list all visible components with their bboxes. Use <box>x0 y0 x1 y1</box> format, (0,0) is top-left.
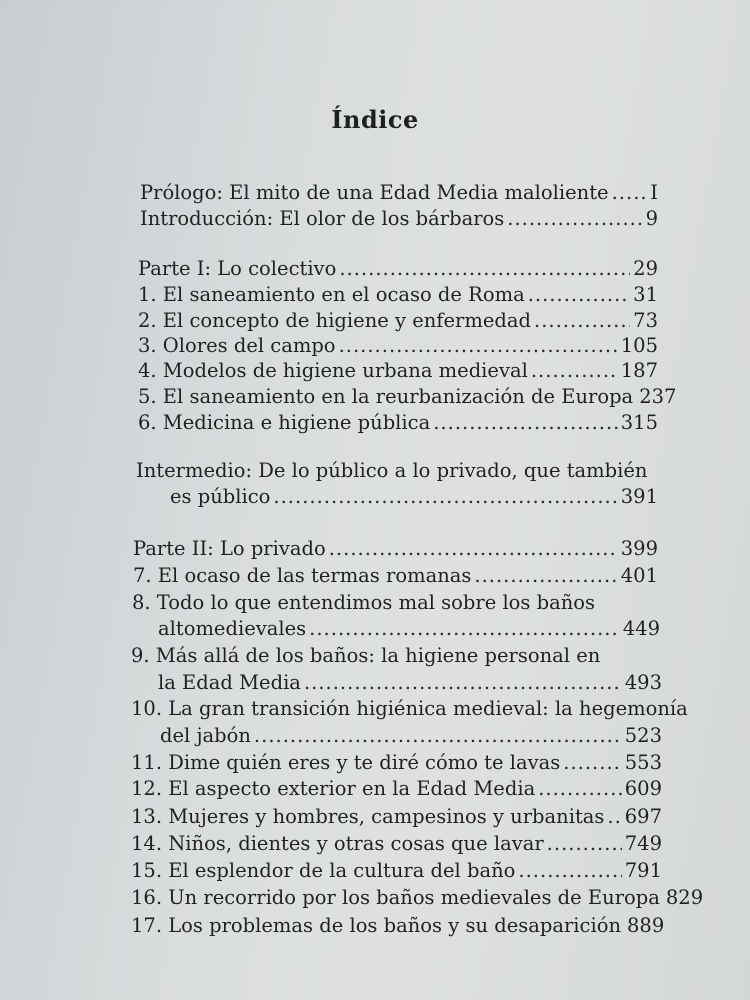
toc-entry-title: Introducción: El olor de los bárbaros <box>140 207 505 230</box>
toc-entry-page: 391 <box>620 485 658 508</box>
toc-entry-page: 31 <box>633 283 658 306</box>
leader-dots <box>304 670 622 696</box>
toc-entry-first-line: 8. Todo lo que entendimos mal sobre los baños <box>132 591 596 614</box>
leader-dots <box>339 333 618 359</box>
toc-entry <box>158 670 662 696</box>
leader-dots <box>531 358 618 384</box>
toc-entry-title: 7. El ocaso de las termas romanas <box>133 564 472 587</box>
toc-entry-page: 829 <box>665 886 704 909</box>
toc-entry-page: 73 <box>633 309 658 332</box>
toc-entry-first-line: 9. Más allá de los baños: la higiene personal en <box>131 644 601 667</box>
page-title: Índice <box>331 105 419 134</box>
toc-entry-page: 553 <box>624 751 662 774</box>
toc-entry-title: 17. Los problemas de los baños y su desaparición <box>131 914 622 937</box>
toc-entry-page: 493 <box>624 671 662 694</box>
toc-entry-page: 523 <box>624 724 662 747</box>
toc-entry <box>131 913 665 939</box>
leader-dots <box>528 282 630 308</box>
toc-entry <box>170 484 658 510</box>
toc-entry-page: 791 <box>624 859 662 882</box>
toc-entry-page: 399 <box>620 537 658 560</box>
toc-entry-page: 749 <box>624 832 662 855</box>
toc-entry-page: 29 <box>633 257 658 280</box>
toc-entry <box>131 750 662 776</box>
leader-dots <box>309 616 620 642</box>
toc-entry <box>140 180 658 206</box>
toc-entry <box>138 358 658 384</box>
toc-entry-page: 697 <box>624 805 662 828</box>
toc-entry-title: del jabón <box>160 724 251 747</box>
toc-entry-title: Parte II: Lo privado <box>133 537 326 560</box>
toc-entry <box>131 831 662 857</box>
toc-entry <box>131 804 662 830</box>
leader-dots <box>563 750 622 776</box>
toc-entry-page: 9 <box>645 207 658 230</box>
toc-entry <box>138 333 658 359</box>
toc-entry <box>138 256 658 282</box>
toc-entry-title: 11. Dime quién eres y te diré cómo te lavas <box>131 751 561 774</box>
toc-entry <box>158 616 660 642</box>
toc-entry-title: 2. El concepto de higiene y enfermedad <box>138 309 531 332</box>
toc-entry-page: 609 <box>624 777 662 800</box>
leader-dots <box>507 206 642 232</box>
toc-entry-first-line: Intermedio: De lo público a lo privado, que también <box>136 459 648 482</box>
toc-entry-title: 12. El aspecto exterior en la Edad Media <box>131 777 536 800</box>
toc-entry-title: es público <box>170 485 271 508</box>
leader-dots <box>329 536 618 562</box>
leader-dots <box>612 180 648 206</box>
toc-entry-page: 105 <box>620 334 658 357</box>
toc-entry <box>131 885 704 911</box>
toc-entry <box>138 410 658 436</box>
leader-dots <box>547 831 622 857</box>
toc-entry-title: 15. El esplendor de la cultura del baño <box>131 859 516 882</box>
toc-entry-title: 16. Un recorrido por los baños medievales de Europa <box>131 886 660 909</box>
leader-dots <box>518 858 621 884</box>
toc-entry-title: 1. El saneamiento en el ocaso de Roma <box>138 283 525 306</box>
toc-entry-page: 237 <box>639 385 677 408</box>
leader-dots <box>339 256 630 282</box>
toc-entry-page: 449 <box>622 617 660 640</box>
toc-entry <box>131 776 662 802</box>
toc-entry-title: la Edad Media <box>158 671 301 694</box>
leader-dots <box>474 563 617 589</box>
toc-entry-title: 14. Niños, dientes y otras cosas que lavar <box>131 832 544 855</box>
toc-entry <box>138 308 658 334</box>
toc-entry-page: I <box>650 181 658 204</box>
toc-entry <box>138 282 658 308</box>
toc-entry-page: 889 <box>627 914 665 937</box>
toc-entry <box>133 536 658 562</box>
leader-dots <box>607 804 621 830</box>
toc-entry-title: altomedievales <box>158 617 307 640</box>
toc-entry-page: 315 <box>620 411 658 434</box>
toc-entry-page: 187 <box>620 359 658 382</box>
toc-entry-title: 13. Mujeres y hombres, campesinos y urbanitas <box>131 805 605 828</box>
toc-entry-title: Parte I: Lo colectivo <box>138 257 337 280</box>
toc-entry-title: 6. Medicina e higiene pública <box>138 411 431 434</box>
toc-entry <box>140 206 658 232</box>
toc-entry <box>138 384 677 410</box>
toc-entry-title: Prólogo: El mito de una Edad Media maloliente <box>140 181 609 204</box>
toc-entry-title: 3. Olores del campo <box>138 334 336 357</box>
leader-dots <box>534 308 630 334</box>
toc-entry-first-line: 10. La gran transición higiénica medieval: la hegemonía <box>131 697 688 720</box>
toc-entry-title: 4. Modelos de higiene urbana medieval <box>138 359 528 382</box>
leader-dots <box>273 484 617 510</box>
toc-entry <box>131 858 662 884</box>
toc-entry <box>133 563 658 589</box>
leader-dots <box>538 776 622 802</box>
toc-entry <box>160 723 662 749</box>
leader-dots <box>433 410 618 436</box>
leader-dots <box>254 723 622 749</box>
toc-entry-title: 5. El saneamiento en la reurbanización de Europa <box>138 385 634 408</box>
toc-entry-page: 401 <box>620 564 658 587</box>
